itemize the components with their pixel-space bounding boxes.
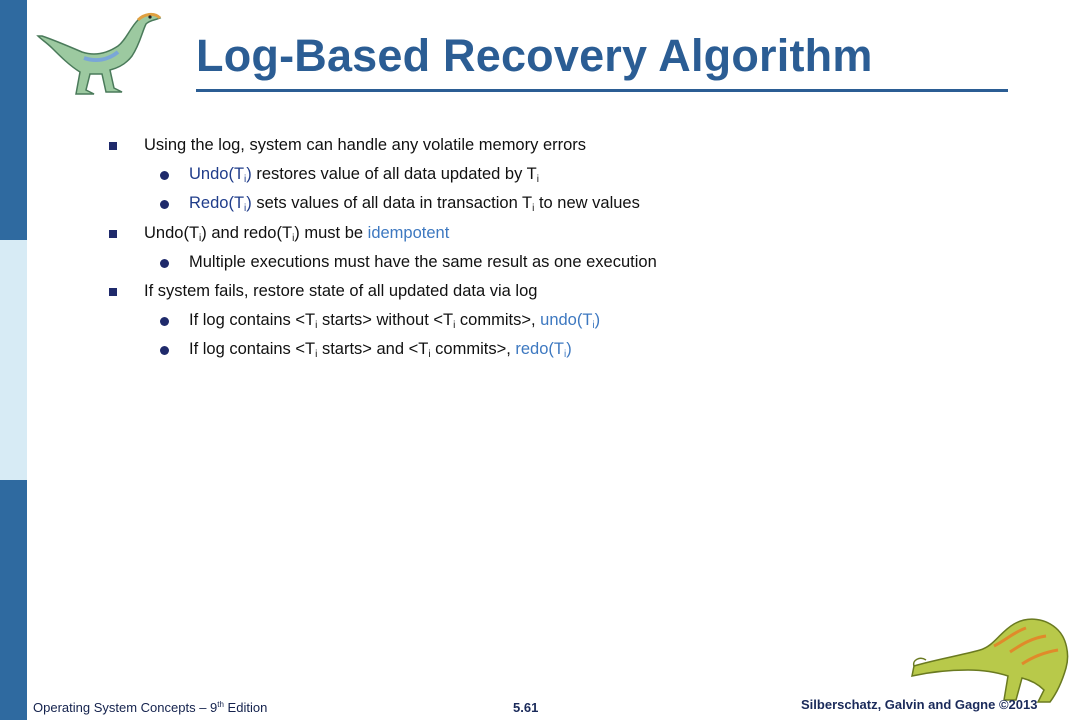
- round-bullet-icon: [160, 200, 169, 209]
- footer-authors: Silberschatz, Galvin and Gagne ©2013: [801, 697, 1038, 712]
- round-bullet-icon: [160, 317, 169, 326]
- bullet-undo-definition: $Undo(T_i)$ restores value of all data updated by $T_i$: [189, 165, 539, 185]
- sidebar-band-top: [0, 0, 27, 240]
- footer-page-number: 5.61: [513, 700, 539, 715]
- sidebar-band-middle: [0, 240, 27, 480]
- bullet-multiple-executions: Multiple executions must have the same result as one execution: [189, 253, 657, 271]
- dinosaur-logo-bottom-icon: [910, 606, 1072, 710]
- sidebar-band-bottom: [0, 480, 27, 720]
- square-bullet-icon: [109, 142, 117, 150]
- keyword-idempotent: idempotent: [367, 224, 450, 242]
- round-bullet-icon: [160, 346, 169, 355]
- bullet-idempotent: $Undo(T_i)$ and $redo(T_i)$ must be idempotent: [144, 224, 450, 244]
- bullet-volatile-memory: Using the log, system can handle any volatile memory errors: [144, 136, 587, 154]
- footer-book-title: Operating System Concepts – 9th Edition: [33, 700, 268, 715]
- square-bullet-icon: [109, 288, 117, 296]
- dinosaur-logo-top-icon: [34, 6, 166, 98]
- round-bullet-icon: [160, 259, 169, 268]
- title-underline: [196, 89, 1008, 92]
- bullet-redo-case: If log contains $<T_i$ starts> and $<T_i$ commits>, $redo(T_i)$: [189, 340, 572, 360]
- bullet-undo-case: If log contains $<T_i$ starts> without $<T_i$ commits>, $undo(T_i)$: [189, 311, 601, 331]
- square-bullet-icon: [109, 230, 117, 238]
- bullet-system-fails: If system fails, restore state of all updated data via log: [144, 282, 538, 300]
- bullet-redo-definition: $Redo(T_i)$ sets values of all data in transaction $T_i$ to new values: [189, 194, 640, 214]
- round-bullet-icon: [160, 171, 169, 180]
- slide-title: Log-Based Recovery Algorithm: [196, 30, 873, 81]
